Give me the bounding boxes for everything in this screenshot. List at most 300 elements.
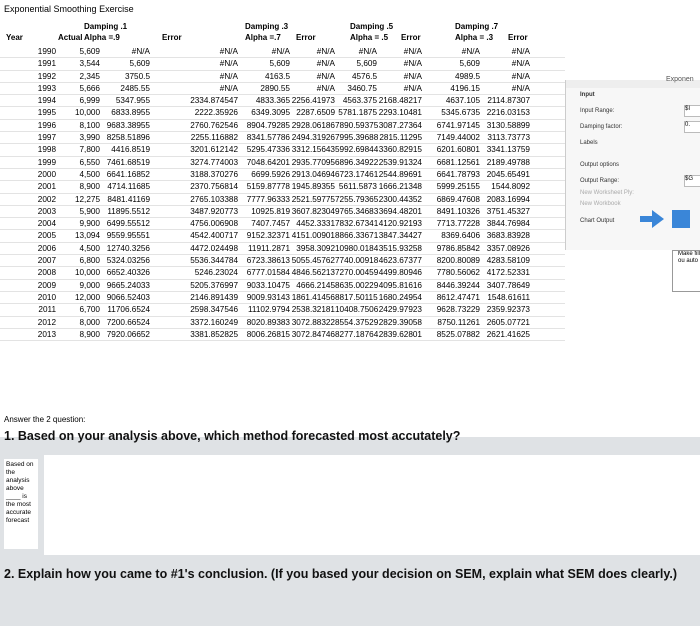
new-ply-radio[interactable]: New Worksheet Ply: <box>580 190 634 196</box>
alpha-7-header: Alpha =.7 <box>245 33 281 42</box>
question-area <box>0 415 700 626</box>
cell-error-5[interactable]: 2815.11295 <box>379 133 422 143</box>
cell-actual[interactable]: 8,000 <box>79 317 100 327</box>
cell-error-7[interactable]: 3312.15643 <box>291 145 335 155</box>
side-note: Make fill ou auto <box>672 250 700 292</box>
cell-actual[interactable]: 8,900 <box>79 329 100 339</box>
damping-5-header: Damping .5 <box>350 22 394 31</box>
cell-year[interactable]: 2008 <box>37 268 56 278</box>
cell-forecast-5[interactable]: 10980.0184 <box>335 243 379 253</box>
cell-error-7[interactable]: 2913.04694 <box>291 169 335 179</box>
cell-forecast-3[interactable]: 9628.73229 <box>436 305 480 315</box>
cell-forecast-9[interactable]: 9665.24033 <box>106 280 150 290</box>
labels-checkbox[interactable]: Labels <box>580 140 598 146</box>
cell-error-9[interactable]: 3381.852825 <box>190 329 238 339</box>
cell-forecast-3[interactable]: 4637.105 <box>445 96 480 106</box>
cell-error-9[interactable]: 4542.400717 <box>190 231 238 241</box>
table-row <box>0 58 565 70</box>
cell-error-7[interactable]: 2538.32181 <box>291 305 335 315</box>
cell-forecast-7[interactable]: #N/A <box>271 47 290 56</box>
table-row <box>0 144 565 156</box>
cell-error-3[interactable]: #N/A <box>511 71 530 81</box>
cell-year[interactable]: 1996 <box>37 120 56 130</box>
cell-forecast-5[interactable]: 7832.67341 <box>335 219 379 229</box>
cell-forecast-9[interactable]: 4714.11685 <box>107 182 150 192</box>
cell-forecast-7[interactable]: 7777.96333 <box>246 194 290 204</box>
cell-year[interactable]: 1990 <box>37 47 56 56</box>
cell-forecast-7[interactable]: 7048.64201 <box>246 157 290 167</box>
cell-forecast-3[interactable]: 4989.5 <box>454 71 480 81</box>
cell-error-3[interactable]: 2621.41625 <box>486 329 530 339</box>
cell-forecast-9[interactable]: 5,609 <box>129 59 150 69</box>
cell-forecast-9[interactable]: 6641.16852 <box>106 169 150 179</box>
cell-year[interactable]: 2003 <box>37 206 56 216</box>
table-row <box>0 181 565 193</box>
cell-forecast-9[interactable]: 9683.38955 <box>106 120 150 130</box>
answer-1-area[interactable] <box>44 455 700 555</box>
cell-error-7[interactable]: 4666.2145 <box>296 280 335 290</box>
cell-error-7[interactable]: 3958.3092 <box>296 243 335 253</box>
cell-forecast-3[interactable]: 5,609 <box>459 59 480 69</box>
cell-forecast-5[interactable]: 7995.39688 <box>335 133 379 143</box>
cell-forecast-3[interactable]: 8750.11261 <box>437 317 480 327</box>
cell-forecast-3[interactable]: #N/A <box>461 47 480 56</box>
cell-forecast-7[interactable]: 6777.01584 <box>246 268 290 278</box>
cell-year[interactable]: 1997 <box>37 133 56 143</box>
cell-actual[interactable]: 10,000 <box>74 108 100 118</box>
cell-forecast-5[interactable]: 8554.37529 <box>335 317 379 327</box>
cell-forecast-9[interactable]: 7461.68519 <box>106 157 150 167</box>
cell-forecast-9[interactable]: 8481.41169 <box>107 194 150 204</box>
cell-forecast-5[interactable]: 9765.34683 <box>335 206 379 216</box>
cell-year[interactable]: 2011 <box>38 305 56 315</box>
cell-forecast-3[interactable]: 8446.39244 <box>436 280 480 290</box>
cell-error-3[interactable]: 3407.78649 <box>486 280 530 290</box>
cell-error-3[interactable]: 2359.92373 <box>486 305 530 315</box>
cell-error-9[interactable]: 3487.920773 <box>190 206 238 216</box>
actual-header: Actual <box>58 33 83 42</box>
cell-year[interactable]: 2009 <box>37 280 56 290</box>
cell-error-7[interactable]: 4846.56213 <box>291 268 335 278</box>
cell-error-5[interactable]: #N/A <box>403 59 422 69</box>
cell-forecast-5[interactable]: 8866.33671 <box>335 231 379 241</box>
cell-forecast-7[interactable]: 5295.47336 <box>246 145 290 155</box>
cell-actual[interactable]: 6,550 <box>79 157 100 167</box>
cell-actual[interactable]: 3,990 <box>79 133 100 143</box>
cell-error-5[interactable]: #N/A <box>403 83 422 93</box>
cell-forecast-3[interactable]: 6869.47608 <box>436 194 480 204</box>
cell-error-7[interactable]: #N/A <box>316 47 335 56</box>
cell-forecast-9[interactable]: 6652.40326 <box>106 268 150 278</box>
cell-error-3[interactable]: 3751.45327 <box>486 206 530 216</box>
table-row <box>0 267 565 279</box>
cell-error-7[interactable]: 3072.84746 <box>291 329 335 339</box>
cell-error-3[interactable]: 1548.61611 <box>487 292 530 302</box>
table-row <box>0 292 565 304</box>
cell-error-5[interactable]: 3694.48201 <box>378 206 422 216</box>
dialog-title: Exponen <box>666 76 694 83</box>
cell-forecast-3[interactable]: 8369.6406 <box>441 231 480 241</box>
year-header: Year <box>6 33 23 42</box>
damping-field[interactable]: 0. <box>684 121 700 133</box>
cell-actual[interactable]: 5,666 <box>79 83 100 93</box>
cell-forecast-3[interactable]: 5345.6735 <box>441 108 480 118</box>
cell-error-9[interactable]: 5536.344784 <box>190 256 238 266</box>
cell-error-9[interactable]: #N/A <box>219 59 238 69</box>
table-row <box>0 157 565 169</box>
cell-error-5[interactable]: 4095.81616 <box>378 280 422 290</box>
cell-forecast-5[interactable]: 4563.375 <box>342 96 377 106</box>
cell-error-3[interactable]: 4283.58109 <box>486 256 530 266</box>
cell-actual[interactable]: 3,544 <box>79 59 100 69</box>
cell-error-9[interactable]: 3274.774003 <box>190 157 238 167</box>
cell-actual[interactable]: 12,000 <box>74 292 100 302</box>
cell-error-5[interactable]: 2293.10481 <box>378 108 422 118</box>
cell-forecast-9[interactable]: 4416.8519 <box>111 145 150 155</box>
cell-error-7[interactable]: 5055.45762 <box>291 256 335 266</box>
cell-error-5[interactable]: 2544.89691 <box>378 169 422 179</box>
cell-error-3[interactable]: 2114.87307 <box>487 96 530 106</box>
cell-forecast-9[interactable]: 8258.51896 <box>106 133 150 143</box>
cell-forecast-7[interactable]: 6349.3095 <box>251 108 290 118</box>
cell-forecast-7[interactable]: 8006.26815 <box>246 329 290 339</box>
cell-error-9[interactable]: 2765.103388 <box>190 194 238 204</box>
arrow-icon <box>640 210 664 228</box>
sheet-title: Exponential Smoothing Exercise <box>4 4 134 14</box>
cell-error-5[interactable]: 2829.39058 <box>378 317 422 327</box>
cell-error-3[interactable]: 3357.08926 <box>486 243 530 253</box>
cell-year[interactable]: 2007 <box>37 256 56 266</box>
alpha-9-header: Alpha =.9 <box>84 33 120 42</box>
cell-error-9[interactable]: 2255.116882 <box>190 133 238 143</box>
cell-actual[interactable]: 4,500 <box>79 169 100 179</box>
cell-forecast-3[interactable]: 6741.97145 <box>436 120 480 130</box>
cell-error-9[interactable]: #N/A <box>219 83 238 93</box>
cell-forecast-9[interactable]: 11895.5512 <box>107 206 150 216</box>
cell-forecast-7[interactable]: 11102.9794 <box>247 305 290 315</box>
cell-error-7[interactable]: #N/A <box>316 59 335 69</box>
cell-forecast-9[interactable]: #N/A <box>131 47 150 56</box>
table-row <box>0 169 565 181</box>
input-range-label: Input Range: <box>580 108 615 114</box>
error-header: Error <box>401 33 421 42</box>
cell-forecast-9[interactable]: 6499.55512 <box>106 219 150 229</box>
cell-error-7[interactable]: 2928.06186 <box>291 120 335 130</box>
cell-forecast-7[interactable]: 9152.32371 <box>246 231 290 241</box>
cell-forecast-3[interactable]: 8491.10326 <box>436 206 480 216</box>
cell-actual[interactable]: 6,700 <box>79 305 100 315</box>
cell-forecast-3[interactable]: 5999.25155 <box>436 182 480 192</box>
cell-error-3[interactable]: 3844.76984 <box>486 219 530 229</box>
cell-forecast-5[interactable]: 6723.17461 <box>335 169 379 179</box>
answer-1-text[interactable]: Based on the analysis above ____ is the most accurate forecast <box>4 459 38 549</box>
cell-error-5[interactable]: 3360.82915 <box>378 145 422 155</box>
cell-error-3[interactable]: 2083.16994 <box>486 194 530 204</box>
cell-error-3[interactable]: 3341.13759 <box>486 145 530 155</box>
cell-year[interactable]: 2005 <box>37 231 56 241</box>
cell-error-3[interactable]: #N/A <box>511 59 530 69</box>
cell-forecast-5[interactable]: 7255.79365 <box>335 194 379 204</box>
cell-error-9[interactable]: #N/A <box>219 71 238 81</box>
cell-forecast-3[interactable]: 7149.44002 <box>436 133 480 143</box>
cell-forecast-7[interactable]: 10925.819 <box>251 206 290 216</box>
cell-error-7[interactable]: 3072.88322 <box>291 317 335 327</box>
error-header: Error <box>508 33 528 42</box>
table-row <box>0 317 565 329</box>
cell-actual[interactable]: 10,000 <box>74 268 100 278</box>
error-header: Error <box>162 33 182 42</box>
cell-forecast-7[interactable]: 11911.2871 <box>247 243 290 253</box>
cell-error-7[interactable]: 2287.6509 <box>296 108 335 118</box>
cell-error-7[interactable]: 4151.00901 <box>291 231 335 241</box>
cell-error-9[interactable]: #N/A <box>219 47 238 56</box>
output-options-heading: Output options <box>580 162 620 168</box>
cell-forecast-5[interactable]: #N/A <box>358 47 377 56</box>
cell-error-5[interactable]: 1666.21348 <box>378 182 422 192</box>
cell-error-3[interactable]: 3130.58899 <box>486 120 530 130</box>
cell-forecast-3[interactable]: 9786.85842 <box>436 243 480 253</box>
cell-forecast-7[interactable]: 6723.38613 <box>246 256 290 266</box>
cell-error-5[interactable]: 4120.92193 <box>378 219 422 229</box>
cell-forecast-5[interactable]: 5992.69844 <box>335 145 379 155</box>
cell-error-5[interactable]: 4499.80946 <box>378 268 422 278</box>
cell-error-5[interactable]: 2839.62801 <box>378 329 422 339</box>
cell-error-5[interactable]: 3847.34427 <box>378 231 422 241</box>
cell-error-5[interactable]: #N/A <box>403 47 422 56</box>
cell-error-3[interactable]: 4172.52331 <box>486 268 530 278</box>
damping-1-header: Damping .1 <box>84 22 128 31</box>
table-row <box>0 71 565 83</box>
cell-error-9[interactable]: 2334.874547 <box>190 96 238 106</box>
cell-forecast-3[interactable]: 6641.78793 <box>436 169 480 179</box>
cell-actual[interactable]: 13,094 <box>74 231 100 241</box>
cell-error-3[interactable]: 2045.65491 <box>486 169 530 179</box>
cell-year[interactable]: 2013 <box>37 329 56 339</box>
table-row <box>0 95 565 107</box>
cell-error-7[interactable]: 4452.3331 <box>296 219 335 229</box>
cell-forecast-3[interactable]: 7713.77228 <box>436 219 480 229</box>
cell-error-9[interactable]: 2222.35926 <box>194 108 238 118</box>
cell-forecast-7[interactable]: 5159.87778 <box>246 182 290 192</box>
cell-forecast-9[interactable]: 7920.06652 <box>106 329 150 339</box>
cell-forecast-9[interactable]: 12740.3256 <box>106 243 150 253</box>
cell-forecast-9[interactable]: 3750.5 <box>124 71 150 81</box>
cell-forecast-3[interactable]: 8612.47471 <box>436 292 480 302</box>
cell-forecast-7[interactable]: 8020.89383 <box>246 317 290 327</box>
cell-forecast-7[interactable]: 4833.365 <box>255 96 290 106</box>
output-range-field[interactable]: $G <box>684 175 700 187</box>
cell-error-7[interactable]: 2935.77095 <box>291 157 335 167</box>
cell-year[interactable]: 1992 <box>37 71 56 81</box>
cell-year[interactable]: 1993 <box>37 83 56 93</box>
cell-actual[interactable]: 12,275 <box>74 194 100 204</box>
cell-forecast-9[interactable]: 11706.6524 <box>107 305 150 315</box>
cell-forecast-7[interactable]: 2890.55 <box>260 83 290 93</box>
cell-error-9[interactable]: 2370.756814 <box>190 182 238 192</box>
cell-forecast-9[interactable]: 6833.8955 <box>111 108 150 118</box>
cell-error-9[interactable]: 3201.612142 <box>190 145 238 155</box>
cell-year[interactable]: 2010 <box>37 292 56 302</box>
cell-year[interactable]: 1995 <box>37 108 56 118</box>
input-heading: Input <box>580 92 595 98</box>
table-row <box>0 280 565 292</box>
cell-error-3[interactable]: 3113.73773 <box>487 133 530 143</box>
cell-error-5[interactable]: 2429.97923 <box>378 305 422 315</box>
cell-forecast-5[interactable]: 10408.7506 <box>335 305 379 315</box>
cell-forecast-9[interactable]: 5324.03256 <box>106 256 150 266</box>
cell-year[interactable]: 2006 <box>37 243 56 253</box>
cell-forecast-5[interactable]: 3460.75 <box>347 83 377 93</box>
cell-forecast-7[interactable]: 6699.5926 <box>251 169 290 179</box>
cell-forecast-5[interactable]: 8817.50115 <box>335 292 378 302</box>
table-row <box>0 243 565 255</box>
cell-error-9[interactable]: 5205.376997 <box>190 280 238 290</box>
table-row <box>0 206 565 218</box>
cell-error-5[interactable]: 3515.93258 <box>378 243 422 253</box>
cell-error-3[interactable]: 3683.83928 <box>486 231 530 241</box>
cell-year[interactable]: 2001 <box>37 182 56 192</box>
data-rows <box>0 46 565 341</box>
cell-actual[interactable]: 8,100 <box>79 120 100 130</box>
cell-error-3[interactable]: #N/A <box>511 83 530 93</box>
cell-forecast-5[interactable]: 6896.34922 <box>335 157 379 167</box>
alpha-3-header: Alpha = .3 <box>455 33 494 42</box>
cell-forecast-5[interactable]: 7740.00918 <box>335 256 379 266</box>
cell-error-3[interactable]: 2216.03153 <box>486 108 530 118</box>
input-range-field[interactable]: $I <box>684 105 700 117</box>
cell-actual[interactable]: 5,900 <box>79 206 100 216</box>
damping-label: Damping factor: <box>580 124 623 130</box>
cell-year[interactable]: 1991 <box>37 59 56 69</box>
cell-error-5[interactable]: 2300.44352 <box>378 194 422 204</box>
cell-error-9[interactable]: 2598.347546 <box>190 305 238 315</box>
cell-actual[interactable]: 5,609 <box>79 47 100 56</box>
cell-actual[interactable]: 9,900 <box>79 219 100 229</box>
cell-error-5[interactable]: 3087.27364 <box>378 120 422 130</box>
cell-error-7[interactable]: #N/A <box>316 83 335 93</box>
cell-error-5[interactable]: 4623.67377 <box>378 256 422 266</box>
answer-prompt: Answer the 2 question: <box>4 415 86 424</box>
cell-forecast-9[interactable]: 5347.955 <box>115 96 150 106</box>
cell-error-3[interactable]: #N/A <box>511 47 530 56</box>
cell-forecast-3[interactable]: 6681.12561 <box>436 157 480 167</box>
cell-actual[interactable]: 6,999 <box>79 96 100 106</box>
cell-forecast-9[interactable]: 7200.66524 <box>106 317 150 327</box>
cell-year[interactable]: 1998 <box>37 145 56 155</box>
cell-error-9[interactable]: 3188.370276 <box>190 169 238 179</box>
cell-error-3[interactable]: 1544.8092 <box>491 182 530 192</box>
damping-7-header: Damping .7 <box>455 22 499 31</box>
cell-forecast-3[interactable]: 6201.60801 <box>436 145 480 155</box>
cell-forecast-3[interactable]: 7780.56062 <box>436 268 480 278</box>
table-row <box>0 218 565 230</box>
cell-forecast-9[interactable]: 2485.55 <box>120 83 150 93</box>
error-header: Error <box>296 33 316 42</box>
cell-forecast-5[interactable]: 7270.00459 <box>335 268 379 278</box>
cell-forecast-9[interactable]: 9559.95551 <box>106 231 150 241</box>
cell-forecast-5[interactable]: 8277.18764 <box>335 329 379 339</box>
arrow-target <box>672 210 690 228</box>
cell-error-9[interactable]: 4756.006908 <box>190 219 238 229</box>
damping-3-header: Damping .3 <box>245 22 289 31</box>
cell-error-9[interactable]: 4472.024498 <box>190 243 238 253</box>
cell-forecast-7[interactable]: 8904.79285 <box>246 120 290 130</box>
header-row <box>0 22 565 46</box>
cell-error-5[interactable]: 2539.91324 <box>378 157 422 167</box>
table-row <box>0 46 565 58</box>
alpha-5-header: Alpha = .5 <box>350 33 389 42</box>
cell-forecast-5[interactable]: 4576.5 <box>351 71 377 81</box>
cell-forecast-7[interactable]: 7407.7457 <box>251 219 290 229</box>
cell-actual[interactable]: 2,345 <box>79 71 100 81</box>
cell-actual[interactable]: 9,000 <box>79 280 100 290</box>
cell-forecast-5[interactable]: 8635.00229 <box>335 280 379 290</box>
cell-forecast-5[interactable]: 5781.1875 <box>338 108 377 118</box>
cell-forecast-3[interactable]: 8200.80089 <box>436 256 480 266</box>
cell-error-7[interactable]: #N/A <box>316 71 335 81</box>
cell-error-5[interactable]: 2168.48217 <box>378 96 422 106</box>
cell-forecast-5[interactable]: 5,609 <box>356 59 377 69</box>
table-row <box>0 230 565 242</box>
cell-error-7[interactable]: 2521.59775 <box>291 194 335 204</box>
cell-error-3[interactable]: 2605.07721 <box>486 317 530 327</box>
cell-year[interactable]: 2012 <box>37 317 56 327</box>
cell-actual[interactable]: 8,900 <box>79 182 100 192</box>
table-row <box>0 107 565 119</box>
cell-forecast-7[interactable]: 5,609 <box>269 59 290 69</box>
cell-error-7[interactable]: 3607.82304 <box>291 206 335 216</box>
cell-forecast-7[interactable]: 8341.57786 <box>246 133 290 143</box>
cell-actual[interactable]: 7,800 <box>79 145 100 155</box>
table-row <box>0 255 565 267</box>
output-range-radio[interactable]: Output Range: <box>580 178 620 184</box>
cell-error-7[interactable]: 2256.41973 <box>291 96 335 106</box>
cell-forecast-7[interactable]: 9033.10475 <box>246 280 290 290</box>
cell-actual[interactable]: 6,800 <box>79 256 100 266</box>
cell-forecast-5[interactable]: 7890.59375 <box>335 120 379 130</box>
cell-year[interactable]: 1999 <box>37 157 56 167</box>
question-2: 2. Explain how you came to #1's conclusion. (If you based your decision on SEM, explain what SEM does clearly.) <box>4 567 678 581</box>
cell-error-9[interactable]: 2760.762546 <box>190 120 238 130</box>
cell-error-7[interactable]: 2494.31926 <box>291 133 335 143</box>
cell-error-9[interactable]: 3372.160249 <box>190 317 238 327</box>
new-workbook-radio[interactable]: New Workbook <box>580 201 621 207</box>
table-row <box>0 194 565 206</box>
cell-error-7[interactable]: 1945.89355 <box>291 182 335 192</box>
cell-forecast-3[interactable]: 4196.15 <box>450 83 480 93</box>
cell-forecast-9[interactable]: 9066.52403 <box>106 292 150 302</box>
chart-output-checkbox[interactable]: Chart Output <box>580 218 615 224</box>
question-1: 1. Based on your analysis above, which method forecasted most accutately? <box>4 429 461 443</box>
cell-error-7[interactable]: 1861.41456 <box>291 292 335 302</box>
cell-forecast-5[interactable]: 5611.5873 <box>338 182 377 192</box>
cell-forecast-3[interactable]: 8525.07882 <box>436 329 480 339</box>
cell-error-5[interactable]: 1680.24954 <box>378 292 422 302</box>
cell-error-3[interactable]: 2189.49788 <box>486 157 530 167</box>
cell-year[interactable]: 2002 <box>37 194 56 204</box>
cell-actual[interactable]: 4,500 <box>79 243 100 253</box>
cell-year[interactable]: 1994 <box>37 96 56 106</box>
cell-year[interactable]: 2000 <box>37 169 56 179</box>
cell-year[interactable]: 2004 <box>37 219 56 229</box>
table-row <box>0 329 565 341</box>
cell-error-9[interactable]: 5246.23024 <box>194 268 238 278</box>
cell-forecast-7[interactable]: 4163.5 <box>264 71 290 81</box>
table-row <box>0 304 565 316</box>
cell-error-5[interactable]: #N/A <box>403 71 422 81</box>
cell-forecast-7[interactable]: 9009.93143 <box>246 292 290 302</box>
cell-error-9[interactable]: 2146.891439 <box>190 292 238 302</box>
